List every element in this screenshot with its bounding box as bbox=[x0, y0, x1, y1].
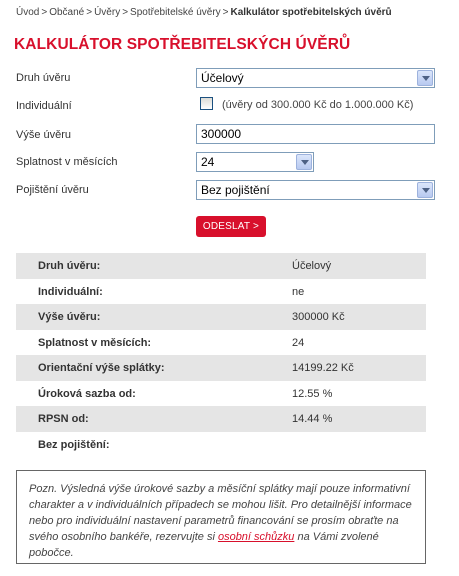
term-label: Splatnost v měsících bbox=[16, 156, 118, 168]
breadcrumb-separator: > bbox=[86, 7, 93, 18]
result-value: 14199.22 Kč bbox=[292, 362, 354, 374]
individual-note: (úvěry od 300.000 Kč do 1.000.000 Kč) bbox=[222, 99, 414, 111]
loan-type-value: Účelový bbox=[201, 71, 244, 85]
breadcrumb-current: Kalkulátor spotřebitelských úvěrů bbox=[230, 7, 392, 18]
amount-value: 300000 bbox=[201, 127, 242, 141]
result-label: Výše úvěru: bbox=[38, 311, 101, 323]
result-row-installment bbox=[16, 355, 426, 381]
result-label: Druh úvěru: bbox=[38, 260, 101, 272]
breadcrumb-item-spotrebitelske-uvery[interactable]: Spotřebitelské úvěry bbox=[130, 7, 221, 18]
result-value: Účelový bbox=[292, 260, 332, 272]
result-value: 12.55 % bbox=[292, 387, 333, 400]
term-value: 24 bbox=[201, 155, 215, 169]
chevron-down-icon[interactable] bbox=[417, 182, 433, 198]
result-value: 14.44 % bbox=[292, 413, 333, 425]
loan-type-select[interactable] bbox=[196, 68, 435, 88]
breadcrumb-separator: > bbox=[41, 7, 48, 18]
result-value: 300000 Kč bbox=[292, 311, 345, 323]
breadcrumb-item-uvery[interactable]: Úvěry bbox=[94, 7, 121, 18]
breadcrumb-item-uvod[interactable]: Úvod bbox=[16, 7, 40, 18]
results-table bbox=[16, 253, 426, 457]
loan-type-label: Druh úvěru bbox=[16, 72, 71, 84]
insurance-label: Pojištění úvěru bbox=[16, 184, 89, 196]
breadcrumb-item-obcane[interactable]: Občané bbox=[49, 7, 85, 18]
result-label: Splatnost v měsících: bbox=[38, 336, 152, 349]
chevron-down-icon[interactable] bbox=[417, 70, 433, 86]
term-select[interactable] bbox=[196, 152, 314, 172]
result-value: ne bbox=[292, 285, 305, 298]
result-label: RPSN od: bbox=[38, 413, 89, 425]
disclaimer-note bbox=[16, 470, 426, 564]
result-label: Bez pojištění: bbox=[38, 438, 110, 451]
result-row-interest-rate bbox=[16, 381, 426, 407]
result-label: Úroková sazba od: bbox=[38, 387, 136, 400]
result-value: 24 bbox=[292, 336, 305, 349]
result-row-rpsn bbox=[16, 406, 426, 432]
chevron-down-icon[interactable] bbox=[296, 154, 312, 170]
individual-checkbox[interactable] bbox=[200, 97, 213, 110]
result-row-insurance bbox=[16, 432, 426, 458]
result-row-amount bbox=[16, 304, 426, 330]
note-text-after: na Vámi zvolené pobočce. bbox=[29, 531, 379, 559]
amount-input[interactable] bbox=[196, 124, 435, 144]
result-row-term bbox=[16, 330, 426, 356]
insurance-value: Bez pojištění bbox=[201, 183, 270, 197]
submit-button[interactable]: ODESLAT > bbox=[196, 216, 266, 237]
result-label: Individuální: bbox=[38, 285, 103, 298]
breadcrumb-separator: > bbox=[222, 7, 229, 18]
individual-label: Individuální bbox=[16, 100, 72, 112]
breadcrumb bbox=[16, 7, 392, 18]
result-label: Orientační výše splátky: bbox=[38, 362, 165, 374]
insurance-select[interactable] bbox=[196, 180, 435, 200]
breadcrumb-separator: > bbox=[122, 7, 129, 18]
page-title: KALKULÁTOR SPOTŘEBITELSKÝCH ÚVĚRŮ bbox=[14, 36, 351, 53]
note-text-before: Pozn. Výsledná výše úrokové sazby a měsíční splátky mají pouze informativní charakter a v individuálních případech se mohou lišit. Pro detailnější informace nebo pro individuální nastavení parametrů financování se prosím obraťte na svého osobního bankéře, rezervujte si bbox=[29, 483, 412, 543]
personal-meeting-link[interactable]: osobní schůzku bbox=[217, 531, 295, 543]
result-row-loan-type bbox=[16, 253, 426, 279]
result-row-individual bbox=[16, 279, 426, 305]
amount-label: Výše úvěru bbox=[16, 129, 72, 141]
